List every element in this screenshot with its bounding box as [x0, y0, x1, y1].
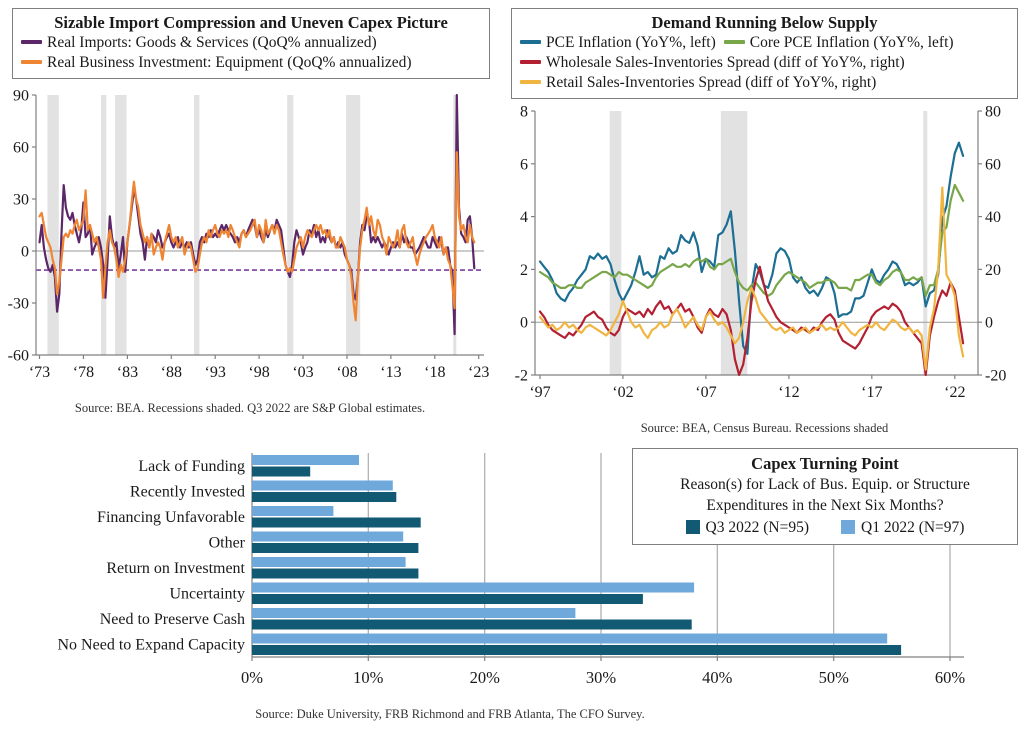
svg-text:‘13: ‘13	[380, 364, 402, 381]
svg-text:8: 8	[520, 103, 528, 121]
svg-text:20%: 20%	[469, 668, 500, 687]
svg-text:-60: -60	[7, 347, 29, 365]
svg-text:‘97: ‘97	[529, 384, 551, 401]
legend-entry-real-imports	[21, 33, 377, 53]
svg-text:60: 60	[985, 156, 1001, 174]
svg-text:0: 0	[985, 314, 993, 332]
imports-capex-panel	[0, 0, 500, 445]
svg-text:-30: -30	[7, 295, 29, 313]
legend-dash-icon	[21, 60, 42, 64]
svg-text:50%: 50%	[818, 668, 849, 687]
svg-text:‘93: ‘93	[204, 364, 226, 381]
svg-text:30%: 30%	[585, 668, 617, 687]
svg-text:‘83: ‘83	[116, 364, 139, 381]
imports-capex-legend-box	[12, 8, 490, 79]
svg-text:‘23: ‘23	[468, 364, 490, 381]
svg-text:Return on Investment: Return on Investment	[106, 559, 245, 577]
svg-text:90: 90	[13, 87, 29, 105]
capex-reasons-title: Capex Turning Point	[751, 454, 899, 473]
imports-capex-chart-canvas	[0, 81, 500, 401]
svg-text:‘17: ‘17	[861, 384, 883, 401]
legend-label: PCE Inflation (YoY%, left)	[546, 34, 716, 51]
legend-entry-retail-spread	[520, 73, 876, 93]
legend-label: Q1 2022 (N=97)	[861, 519, 965, 536]
svg-text:20: 20	[985, 261, 1001, 279]
legend-entry-q3-2022	[686, 518, 809, 538]
svg-text:‘73: ‘73	[28, 364, 51, 381]
svg-text:‘12: ‘12	[778, 384, 800, 401]
svg-text:‘88: ‘88	[160, 364, 182, 381]
svg-text:0: 0	[520, 314, 528, 332]
legend-label: Real Imports: Goods & Services (QoQ% annualized)	[47, 34, 377, 51]
legend-entry-wholesale-spread	[520, 53, 905, 73]
legend-label: Core PCE Inflation (YoY%, left)	[749, 34, 954, 51]
svg-text:60: 60	[13, 139, 29, 157]
svg-text:‘07: ‘07	[695, 384, 717, 401]
demand-supply-legend-box	[511, 8, 1018, 99]
legend-dash-icon	[520, 40, 541, 44]
svg-text:6: 6	[520, 156, 528, 174]
svg-text:60%: 60%	[934, 668, 966, 687]
svg-text:‘78: ‘78	[72, 364, 95, 381]
legend-dash-icon	[520, 60, 541, 64]
legend-square-icon	[841, 520, 855, 534]
svg-text:Need to Preserve Cash: Need to Preserve Cash	[99, 610, 245, 628]
svg-text:‘18: ‘18	[424, 364, 446, 381]
legend-square-icon	[686, 520, 700, 534]
svg-text:‘98: ‘98	[248, 364, 270, 381]
legend-entry-pce	[520, 33, 716, 53]
capex-reasons-subtitle: Reason(s) for Lack of Bus. Equip. or Structure Expenditures in the Next Six Months?	[680, 476, 970, 514]
svg-text:40: 40	[985, 209, 1001, 227]
svg-text:No Need to Expand Capacity: No Need to Expand Capacity	[57, 636, 245, 654]
legend-dash-icon	[724, 40, 745, 44]
svg-text:Uncertainty: Uncertainty	[169, 585, 245, 603]
legend-label: Real Business Investment: Equipment (QoQ% annualized)	[47, 54, 412, 71]
svg-text:Lack of Funding: Lack of Funding	[138, 457, 245, 475]
demand-supply-source: Source: BEA, Census Bureau. Recessions shaded	[640, 421, 889, 435]
legend-label: Q3 2022 (N=95)	[705, 519, 809, 536]
imports-capex-source: Source: BEA. Recessions shaded. Q3 2022 are S&P Global estimates.	[74, 401, 426, 415]
capex-reasons-source: Source: Duke University, FRB Richmond and FRB Atlanta, The CFO Survey.	[255, 707, 645, 721]
demand-supply-panel	[505, 0, 1024, 445]
legend-entry-q1-2022	[841, 518, 964, 538]
svg-text:40%: 40%	[702, 668, 733, 687]
svg-text:-20: -20	[985, 367, 1007, 385]
svg-text:0%: 0%	[241, 668, 263, 687]
legend-label: Retail Sales-Inventories Spread (diff of YoY%, right)	[546, 74, 877, 91]
svg-text:‘22: ‘22	[944, 384, 966, 401]
demand-supply-chart-canvas	[505, 101, 1024, 421]
svg-text:Recently Invested: Recently Invested	[129, 483, 245, 501]
svg-text:10%: 10%	[353, 668, 384, 687]
svg-text:0: 0	[21, 243, 29, 261]
demand-supply-title: Demand Running Below Supply	[651, 13, 878, 32]
svg-text:4: 4	[520, 209, 528, 227]
legend-entry-core-pce	[724, 33, 954, 53]
capex-reasons-panel	[0, 445, 1024, 730]
svg-text:Financing Unfavorable: Financing Unfavorable	[97, 508, 245, 526]
legend-entry-equipment	[21, 53, 412, 73]
capex-reasons-legend-box	[632, 448, 1018, 545]
svg-text:2: 2	[520, 261, 528, 279]
legend-dash-icon	[520, 80, 541, 84]
svg-text:‘03: ‘03	[292, 364, 314, 381]
svg-text:30: 30	[13, 191, 29, 209]
imports-capex-title: Sizable Import Compression and Uneven Capex Picture	[54, 13, 448, 32]
legend-label: Wholesale Sales-Inventories Spread (diff of YoY%, right)	[546, 54, 905, 71]
svg-text:-2: -2	[514, 367, 528, 385]
svg-text:80: 80	[985, 103, 1001, 121]
svg-text:‘08: ‘08	[336, 364, 358, 381]
legend-dash-icon	[21, 40, 42, 44]
svg-text:Other: Other	[208, 534, 245, 552]
svg-text:‘02: ‘02	[612, 384, 634, 401]
